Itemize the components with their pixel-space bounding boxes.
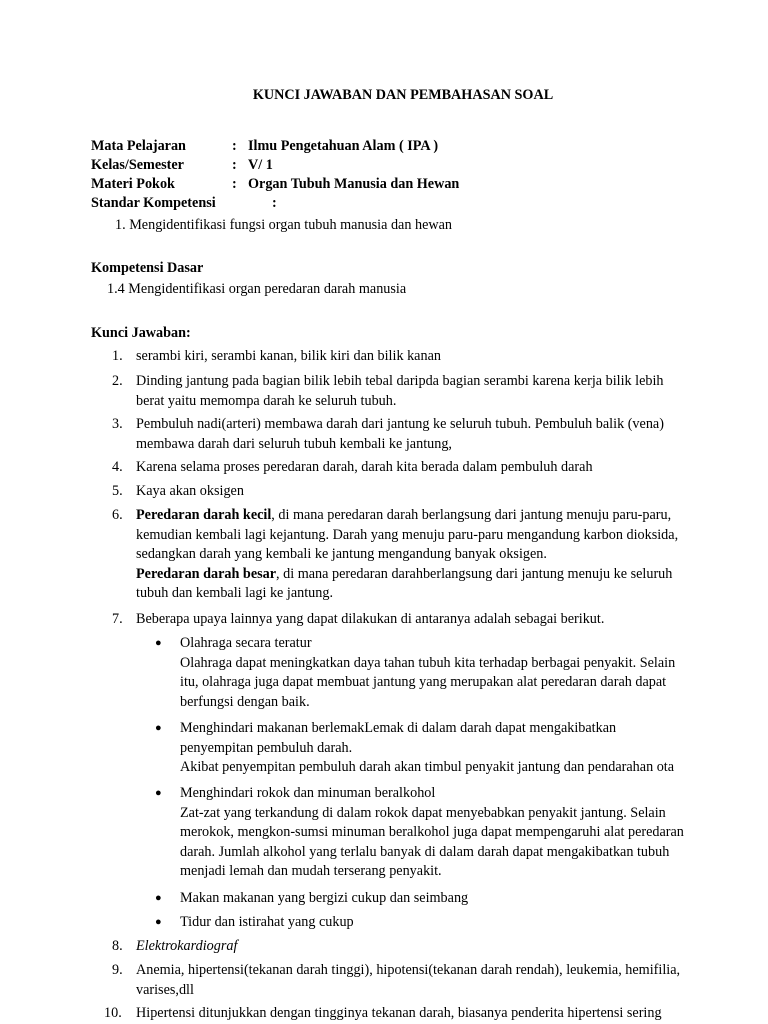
bullet-icon: ● [155, 637, 162, 649]
answer-line-rest: , di mana peredaran darah berlangsung dari jantung menuju paru-paru, [271, 507, 672, 523]
meta-key: Materi Pokok [91, 176, 175, 192]
answer-line: serambi kiri, serambi kanan, bilik kiri dan bilik kanan [136, 348, 441, 364]
answer-number: 7. [112, 611, 123, 627]
term-large-circulation: Peredaran darah besar [136, 565, 277, 582]
answer-text [136, 1004, 726, 1024]
bullet-text [180, 634, 675, 712]
answer-text [136, 458, 726, 478]
answer-line: kemudian kembali lagi kejantung. Darah yang menuju paru-paru mengandung karbon dioksida, [136, 526, 679, 543]
bullet-icon: ● [155, 892, 162, 904]
bullet-line: darah. Jumlah alkohol yang terlalu banyak di dalam darah dapat mengakibatkan tubuh [180, 843, 670, 860]
answer-number: 3. [112, 416, 123, 432]
answer-text [136, 372, 726, 411]
bullet-icon: ● [155, 787, 162, 799]
bullet-icon: ● [155, 722, 162, 734]
meta-colon: : [232, 176, 237, 192]
bullet-line: Makan makanan yang bergizi cukup dan seimbang [180, 890, 469, 906]
answer-line: tubuh dan kembali lagi ke jantung. [136, 585, 334, 601]
meta-value: Ilmu Pengetahuan Alam ( IPA ) [248, 138, 439, 154]
answer-italic: Elektrokardiograf [136, 938, 238, 954]
answer-text [136, 961, 726, 1000]
bullet-line: Menghindari rokok dan minuman beralkohol [180, 785, 436, 801]
bullet-line: berfungsi dengan baik. [180, 693, 310, 710]
bullet-line: Olahraga secara teratur [180, 635, 312, 651]
page-title: KUNCI JAWABAN DAN PEMBAHASAN SOAL [252, 87, 554, 103]
bullet-line: Zat-zat yang terkandung di dalam rokok dapat menyebabkan penyakit jantung. Selain [180, 804, 666, 821]
standar-kompetensi-label: Standar Kompetensi [91, 195, 216, 211]
answer-text [136, 347, 726, 367]
answer-number: 2. [112, 373, 123, 389]
answer-text [136, 415, 726, 454]
meta-colon: : [232, 138, 237, 154]
kompetensi-dasar-heading: Kompetensi Dasar [91, 260, 204, 276]
bullet-line: Tidur dan istirahat yang cukup [180, 914, 354, 930]
meta-value: Organ Tubuh Manusia dan Hewan [248, 176, 460, 192]
kunci-jawaban-heading: Kunci Jawaban: [91, 325, 191, 341]
bullet-line: itu, olahraga juga dapat membuat jantung yang merupakan alat peredaran darah dapat [180, 674, 667, 690]
answer-number: 4. [112, 459, 123, 475]
answer-number: 6. [112, 507, 123, 523]
answer-number: 10. [104, 1005, 122, 1021]
bullet-text [180, 889, 468, 909]
meta-key: Kelas/Semester [91, 157, 184, 173]
answer-line: berat yaitu memompa darah ke seluruh tubuh. [136, 392, 397, 409]
answer-line: Anemia, hipertensi(tekanan darah tinggi), hipotensi(tekanan darah rendah), leukemia, hemifilia, [136, 962, 681, 978]
answer-line [136, 937, 726, 957]
meta-key: Mata Pelajaran [91, 138, 186, 154]
bullet-text [180, 719, 674, 778]
answer-line: Pembuluh nadi(arteri) membawa darah dari jantung ke seluruh tubuh. Pembuluh balik (vena) [136, 416, 664, 432]
standar-kompetensi-colon: : [272, 195, 277, 211]
bullet-line: Olahraga dapat meningkatkan daya tahan tubuh kita terhadap berbagai penyakit. Selain [180, 654, 676, 671]
bullet-line: Akibat penyempitan pembuluh darah akan timbul penyakit jantung dan pendarahan ota [180, 759, 675, 775]
bullet-line: merokok, mengkon-sumsi minuman beralkohol juga dapat mempengaruhi alat peredaran [180, 824, 684, 840]
bullet-text [180, 913, 354, 933]
answer-text [136, 937, 726, 957]
answer-number: 8. [112, 938, 123, 954]
standar-kompetensi-item: 1. Mengidentifikasi fungsi organ tubuh manusia dan hewan [115, 217, 453, 233]
answer-text [136, 482, 726, 502]
answer-text [136, 506, 726, 604]
answer-line: sedangkan darah yang kembali ke jantung mengandung banyak oksigen. [136, 546, 547, 562]
bullet-icon: ● [155, 916, 162, 928]
kompetensi-dasar-item: 1.4 Mengidentifikasi organ peredaran darah manusia [107, 281, 407, 297]
answer-line: Hipertensi ditunjukkan dengan tingginya tekanan darah, biasanya penderita hipertensi sering [136, 1005, 662, 1021]
answer-line-rest: , di mana peredaran darahberlangsung dari jantung menuju ke seluruh [276, 565, 673, 582]
answer-number: 9. [112, 962, 123, 978]
meta-value: V/ 1 [248, 157, 273, 173]
term-small-circulation: Peredaran darah kecil [136, 507, 272, 523]
answer-line: Dinding jantung pada bagian bilik lebih tebal daripda bagian serambi karena kerja bilik lebih [136, 373, 664, 389]
answer-line [136, 565, 726, 585]
bullet-line: menjadi lemah dan mudah terserang penyakit. [180, 863, 442, 879]
bullet-text [180, 784, 684, 882]
answer-number: 5. [112, 483, 123, 499]
answer-line: Kaya akan oksigen [136, 483, 244, 499]
answer-line: membawa darah dari seluruh tubuh kembali ke jantung, [136, 435, 452, 452]
answer-number: 1. [112, 348, 123, 364]
answer-line: Beberapa upaya lainnya yang dapat dilakukan di antaranya adalah sebagai berikut. [136, 611, 605, 627]
bullet-line: penyempitan pembuluh darah. [180, 739, 353, 756]
answer-line: Karena selama proses peredaran darah, darah kita berada dalam pembuluh darah [136, 459, 593, 475]
answer-text [136, 610, 726, 630]
meta-colon: : [232, 157, 237, 173]
bullet-line: Menghindari makanan berlemakLemak di dalam darah dapat mengakibatkan [180, 720, 617, 736]
answer-line [136, 506, 726, 526]
answer-line: varises,dll [136, 981, 194, 998]
